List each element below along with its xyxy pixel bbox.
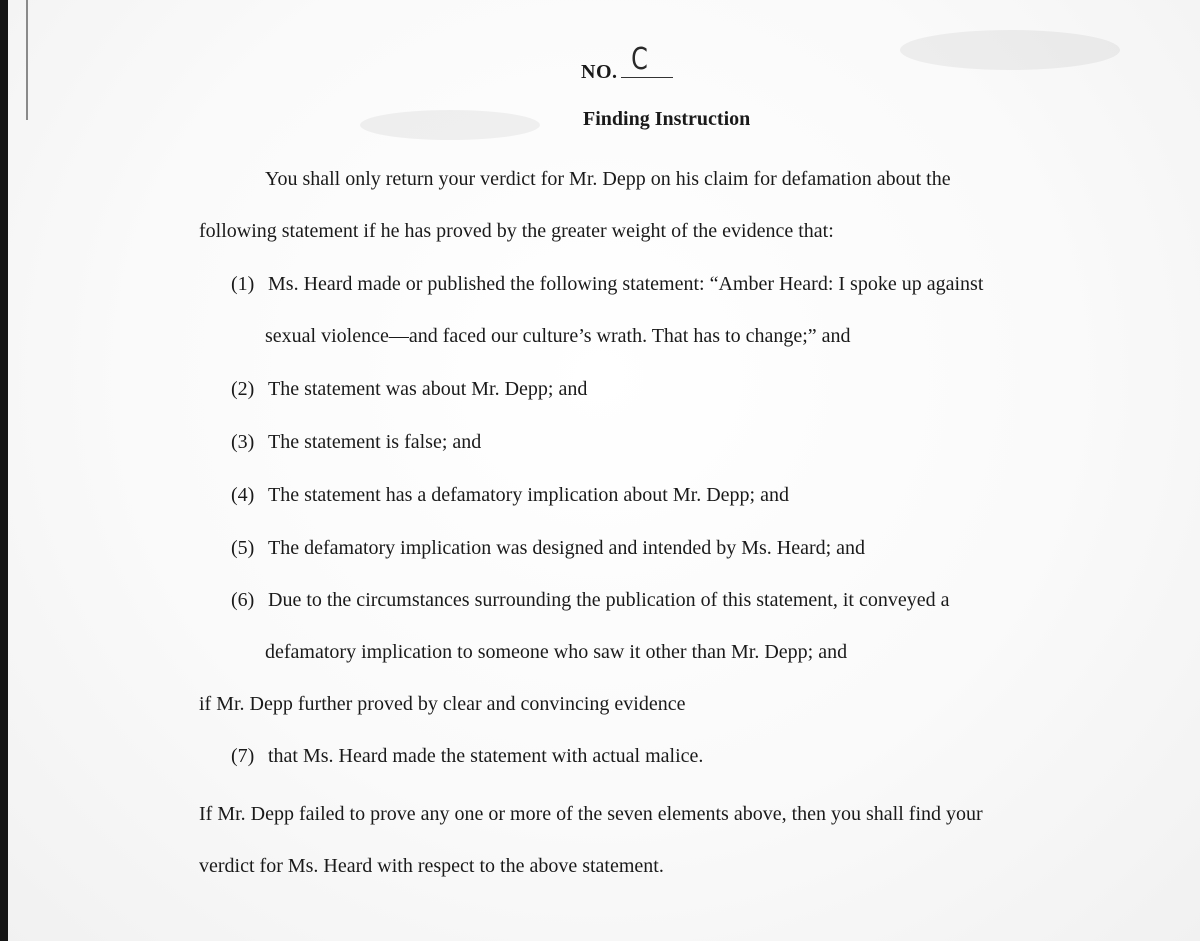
list-item [231, 484, 789, 507]
intro-line-1: You shall only return your verdict for Mr. Depp on his claim for defamation about the [265, 168, 951, 190]
item-number: (7) [231, 745, 255, 767]
item-continuation: defamatory implication to someone who saw it other than Mr. Depp; and [265, 641, 848, 663]
scan-smudge [360, 110, 540, 140]
item-text: that Ms. Heard made the statement with actual malice. [268, 745, 704, 767]
further-evidence-line: if Mr. Depp further proved by clear and convincing evidence [199, 693, 686, 715]
page-title: Finding Instruction [583, 108, 751, 130]
list-item [231, 537, 865, 560]
item-number: (3) [231, 431, 255, 453]
instruction-number [581, 42, 673, 84]
number-blank [621, 42, 673, 78]
item-number: (2) [231, 378, 255, 400]
item-number: (6) [231, 589, 255, 611]
item-text: The statement has a defamatory implication about Mr. Depp; and [268, 484, 789, 506]
list-item [231, 589, 949, 612]
item-text: Ms. Heard made or published the following statement: “Amber Heard: I spoke up against [268, 273, 984, 295]
item-text: The statement is false; and [268, 431, 482, 453]
intro-line-2: following statement if he has proved by the greater weight of the evidence that: [199, 220, 834, 242]
item-text: The statement was about Mr. Depp; and [268, 378, 588, 400]
list-item [231, 378, 587, 401]
number-label: NO. [581, 61, 618, 83]
binding-mark [26, 0, 28, 120]
item-text: Due to the circumstances surrounding the publication of this statement, it conveyed a [268, 589, 950, 611]
item-continuation: sexual violence—and faced our culture’s wrath. That has to change;” and [265, 325, 851, 347]
item-text: The defamatory implication was designed and intended by Ms. Heard; and [268, 537, 866, 559]
handwritten-number: C [630, 42, 648, 77]
page-edge-shadow [0, 0, 8, 941]
list-item [231, 273, 983, 296]
conclusion-line-2: verdict for Ms. Heard with respect to the above statement. [199, 855, 664, 877]
item-number: (1) [231, 273, 255, 295]
scan-smudge [900, 30, 1120, 70]
item-number: (4) [231, 484, 255, 506]
list-item [231, 745, 703, 768]
item-number: (5) [231, 537, 255, 559]
conclusion-line-1: If Mr. Depp failed to prove any one or more of the seven elements above, then you shall find your [199, 803, 983, 825]
list-item [231, 431, 481, 454]
